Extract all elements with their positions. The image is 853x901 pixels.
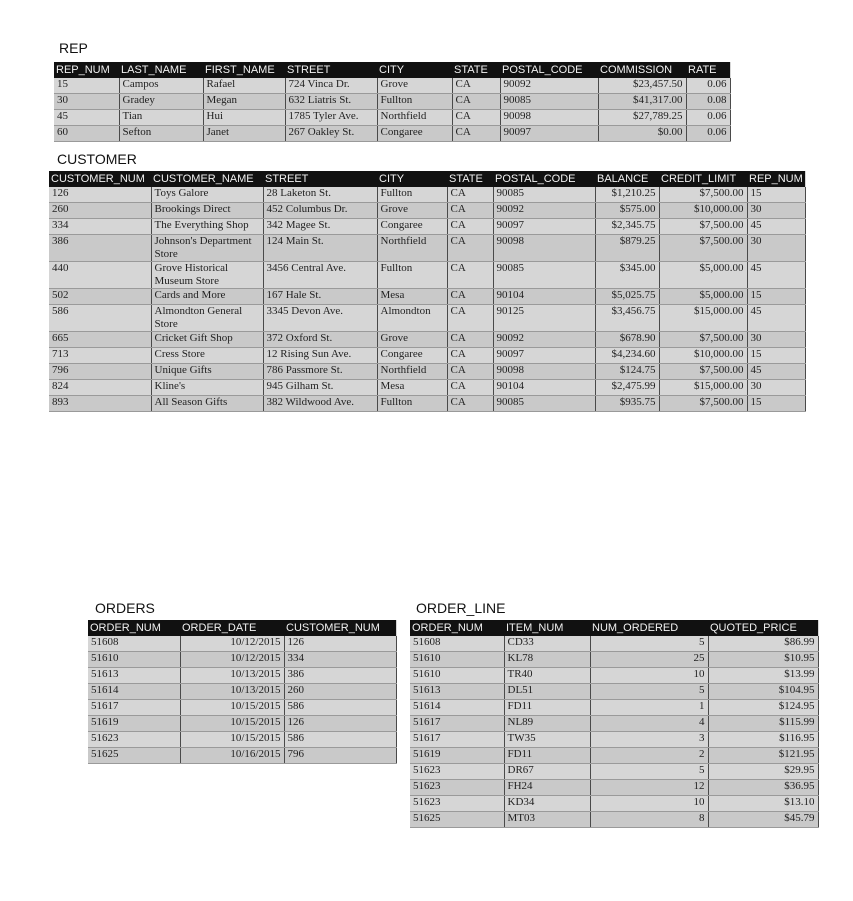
- cell-num-ordered: 25: [590, 652, 708, 668]
- cell-num-ordered: 5: [590, 684, 708, 700]
- cell-postal-code: 90092: [500, 78, 598, 94]
- cell-customer-name: Cress Store: [151, 348, 263, 364]
- cell-order-date: 10/12/2015: [180, 652, 284, 668]
- cell-city: Congaree: [377, 219, 447, 235]
- cell-customer-num: 586: [284, 732, 396, 748]
- cell-first-name: Rafael: [203, 78, 285, 94]
- cell-rep-num: 15: [54, 78, 119, 94]
- cell-balance: $678.90: [595, 332, 659, 348]
- cell-commission: $41,317.00: [598, 94, 686, 110]
- cell-customer-name: Toys Galore: [151, 187, 263, 203]
- cell-order-num: 51623: [410, 764, 504, 780]
- cell-commission: $27,789.25: [598, 110, 686, 126]
- cell-num-ordered: 5: [590, 764, 708, 780]
- cell-rep-num: 30: [747, 235, 805, 262]
- table-row: [49, 235, 805, 262]
- cell-commission: $23,457.50: [598, 78, 686, 94]
- cell-credit-limit: $7,500.00: [659, 364, 747, 380]
- cell-item-num: TW35: [504, 732, 590, 748]
- header-row: [88, 620, 396, 636]
- table-row: [88, 716, 396, 732]
- cell-order-date: 10/15/2015: [180, 716, 284, 732]
- cell-street: 632 Liatris St.: [285, 94, 377, 110]
- cell-rep-num: 30: [747, 380, 805, 396]
- cell-city: Fullton: [377, 187, 447, 203]
- cell-city: Congaree: [377, 126, 452, 142]
- table-row: [410, 652, 818, 668]
- cell-rep-num: 45: [747, 364, 805, 380]
- cell-street: 167 Hale St.: [263, 289, 377, 305]
- cell-state: CA: [447, 219, 493, 235]
- cell-street: 124 Main St.: [263, 235, 377, 262]
- column-header-order-num: ORDER_NUM: [88, 620, 180, 636]
- cell-customer-name: The Everything Shop: [151, 219, 263, 235]
- cell-balance: $345.00: [595, 262, 659, 289]
- cell-customer-num: 713: [49, 348, 151, 364]
- table-row: [410, 764, 818, 780]
- cell-credit-limit: $15,000.00: [659, 380, 747, 396]
- cell-balance: $879.25: [595, 235, 659, 262]
- cell-num-ordered: 10: [590, 796, 708, 812]
- table-row: [410, 684, 818, 700]
- cell-order-num: 51625: [88, 748, 180, 764]
- column-header-customer-name: CUSTOMER_NAME: [151, 171, 263, 187]
- cell-customer-num: 334: [284, 652, 396, 668]
- cell-state: CA: [452, 126, 500, 142]
- cell-item-num: MT03: [504, 812, 590, 828]
- cell-order-num: 51608: [88, 636, 180, 652]
- cell-balance: $5,025.75: [595, 289, 659, 305]
- table-row: [88, 668, 396, 684]
- header-row: [410, 620, 818, 636]
- table-row: [410, 700, 818, 716]
- cell-postal-code: 90092: [493, 203, 595, 219]
- cell-state: CA: [452, 78, 500, 94]
- table-row: [49, 348, 805, 364]
- column-header-street: STREET: [285, 62, 377, 78]
- column-header-rep-num: REP_NUM: [54, 62, 119, 78]
- cell-num-ordered: 8: [590, 812, 708, 828]
- cell-rep-num: 15: [747, 348, 805, 364]
- cell-rate: 0.06: [686, 126, 730, 142]
- cell-city: Fullton: [377, 94, 452, 110]
- cell-customer-num: 665: [49, 332, 151, 348]
- cell-rep-num: 15: [747, 289, 805, 305]
- cell-state: CA: [447, 187, 493, 203]
- cell-street: 12 Rising Sun Ave.: [263, 348, 377, 364]
- cell-last-name: Tian: [119, 110, 203, 126]
- cell-customer-num: 386: [49, 235, 151, 262]
- table-row: [88, 636, 396, 652]
- cell-order-date: 10/16/2015: [180, 748, 284, 764]
- table-row: [410, 748, 818, 764]
- cell-balance: $3,456.75: [595, 305, 659, 332]
- cell-order-num: 51623: [410, 780, 504, 796]
- cell-customer-num: 824: [49, 380, 151, 396]
- cell-balance: $124.75: [595, 364, 659, 380]
- cell-quoted-price: $29.95: [708, 764, 818, 780]
- cell-rep-num: 45: [747, 305, 805, 332]
- cell-customer-num: 502: [49, 289, 151, 305]
- cell-order-num: 51625: [410, 812, 504, 828]
- cell-order-num: 51613: [88, 668, 180, 684]
- cell-order-num: 51610: [88, 652, 180, 668]
- cell-quoted-price: $124.95: [708, 700, 818, 716]
- cell-order-num: 51610: [410, 668, 504, 684]
- cell-state: CA: [447, 380, 493, 396]
- column-header-item-num: ITEM_NUM: [504, 620, 590, 636]
- cell-street: 3345 Devon Ave.: [263, 305, 377, 332]
- table-row: [88, 684, 396, 700]
- cell-postal-code: 90085: [493, 262, 595, 289]
- cell-quoted-price: $86.99: [708, 636, 818, 652]
- table-row: [54, 126, 730, 142]
- cell-rep-num: 60: [54, 126, 119, 142]
- cell-city: Northfield: [377, 110, 452, 126]
- cell-credit-limit: $10,000.00: [659, 348, 747, 364]
- cell-customer-name: Johnson's Department Store: [151, 235, 263, 262]
- cell-street: 786 Passmore St.: [263, 364, 377, 380]
- cell-customer-num: 386: [284, 668, 396, 684]
- table-row: [49, 262, 805, 289]
- cell-balance: $2,475.99: [595, 380, 659, 396]
- cell-postal-code: 90098: [493, 364, 595, 380]
- column-header-credit-limit: CREDIT_LIMIT: [659, 171, 747, 187]
- cell-customer-name: Grove Historical Museum Store: [151, 262, 263, 289]
- cell-balance: $4,234.60: [595, 348, 659, 364]
- cell-street: 267 Oakley St.: [285, 126, 377, 142]
- cell-num-ordered: 5: [590, 636, 708, 652]
- cell-first-name: Megan: [203, 94, 285, 110]
- cell-quoted-price: $104.95: [708, 684, 818, 700]
- cell-postal-code: 90085: [493, 396, 595, 412]
- cell-customer-name: Kline's: [151, 380, 263, 396]
- cell-order-date: 10/15/2015: [180, 732, 284, 748]
- table-row: [410, 668, 818, 684]
- cell-credit-limit: $10,000.00: [659, 203, 747, 219]
- cell-item-num: DL51: [504, 684, 590, 700]
- cell-balance: $575.00: [595, 203, 659, 219]
- cell-city: Fullton: [377, 262, 447, 289]
- cell-rep-num: 30: [747, 203, 805, 219]
- cell-quoted-price: $13.99: [708, 668, 818, 684]
- column-header-customer-num: CUSTOMER_NUM: [284, 620, 396, 636]
- cell-street: 3456 Central Ave.: [263, 262, 377, 289]
- cell-order-num: 51617: [88, 700, 180, 716]
- cell-rep-num: 45: [747, 262, 805, 289]
- cell-order-date: 10/13/2015: [180, 684, 284, 700]
- column-header-num-ordered: NUM_ORDERED: [590, 620, 708, 636]
- column-header-first-name: FIRST_NAME: [203, 62, 285, 78]
- cell-item-num: KD34: [504, 796, 590, 812]
- cell-customer-num: 586: [49, 305, 151, 332]
- cell-postal-code: 90125: [493, 305, 595, 332]
- orders-table-title: ORDERS: [95, 600, 155, 616]
- cell-city: Northfield: [377, 364, 447, 380]
- column-header-rate: RATE: [686, 62, 730, 78]
- cell-customer-num: 796: [49, 364, 151, 380]
- cell-street: 342 Magee St.: [263, 219, 377, 235]
- cell-num-ordered: 12: [590, 780, 708, 796]
- order-line-table-title: ORDER_LINE: [416, 600, 506, 616]
- cell-order-num: 51619: [410, 748, 504, 764]
- column-header-street: STREET: [263, 171, 377, 187]
- cell-postal-code: 90098: [493, 235, 595, 262]
- cell-state: CA: [447, 364, 493, 380]
- cell-credit-limit: $7,500.00: [659, 396, 747, 412]
- cell-postal-code: 90085: [500, 94, 598, 110]
- cell-quoted-price: $115.99: [708, 716, 818, 732]
- cell-num-ordered: 3: [590, 732, 708, 748]
- cell-order-num: 51608: [410, 636, 504, 652]
- table-row: [54, 94, 730, 110]
- cell-credit-limit: $5,000.00: [659, 262, 747, 289]
- cell-state: CA: [447, 396, 493, 412]
- cell-customer-num: 586: [284, 700, 396, 716]
- cell-city: Congaree: [377, 348, 447, 364]
- cell-order-num: 51617: [410, 716, 504, 732]
- cell-rate: 0.06: [686, 110, 730, 126]
- cell-order-num: 51619: [88, 716, 180, 732]
- cell-city: Grove: [377, 332, 447, 348]
- cell-rep-num: 45: [54, 110, 119, 126]
- cell-item-num: FH24: [504, 780, 590, 796]
- column-header-customer-num: CUSTOMER_NUM: [49, 171, 151, 187]
- cell-street: 382 Wildwood Ave.: [263, 396, 377, 412]
- column-header-postal-code: POSTAL_CODE: [493, 171, 595, 187]
- cell-state: CA: [447, 235, 493, 262]
- cell-customer-name: Brookings Direct: [151, 203, 263, 219]
- cell-item-num: CD33: [504, 636, 590, 652]
- column-header-city: CITY: [377, 171, 447, 187]
- cell-item-num: TR40: [504, 668, 590, 684]
- table-row: [410, 732, 818, 748]
- cell-item-num: KL78: [504, 652, 590, 668]
- cell-customer-num: 126: [284, 636, 396, 652]
- cell-order-date: 10/13/2015: [180, 668, 284, 684]
- cell-balance: $2,345.75: [595, 219, 659, 235]
- column-header-postal-code: POSTAL_CODE: [500, 62, 598, 78]
- cell-state: CA: [447, 262, 493, 289]
- cell-city: Almondton: [377, 305, 447, 332]
- cell-order-num: 51614: [410, 700, 504, 716]
- cell-postal-code: 90097: [493, 348, 595, 364]
- column-header-state: STATE: [452, 62, 500, 78]
- cell-state: CA: [447, 203, 493, 219]
- table-row: [49, 203, 805, 219]
- table-row: [88, 732, 396, 748]
- cell-postal-code: 90098: [500, 110, 598, 126]
- cell-postal-code: 90085: [493, 187, 595, 203]
- orders-table: [88, 620, 397, 764]
- cell-item-num: FD11: [504, 700, 590, 716]
- table-row: [410, 796, 818, 812]
- table-row: [54, 110, 730, 126]
- cell-rep-num: 15: [747, 187, 805, 203]
- cell-order-num: 51617: [410, 732, 504, 748]
- column-header-order-num: ORDER_NUM: [410, 620, 504, 636]
- cell-last-name: Gradey: [119, 94, 203, 110]
- cell-postal-code: 90104: [493, 289, 595, 305]
- table-row: [54, 78, 730, 94]
- cell-rep-num: 30: [747, 332, 805, 348]
- table-row: [88, 652, 396, 668]
- cell-rep-num: 15: [747, 396, 805, 412]
- table-row: [49, 364, 805, 380]
- cell-rate: 0.08: [686, 94, 730, 110]
- cell-customer-name: All Season Gifts: [151, 396, 263, 412]
- table-row: [49, 305, 805, 332]
- cell-quoted-price: $121.95: [708, 748, 818, 764]
- table-row: [49, 396, 805, 412]
- column-header-last-name: LAST_NAME: [119, 62, 203, 78]
- cell-credit-limit: $7,500.00: [659, 187, 747, 203]
- cell-street: 28 Laketon St.: [263, 187, 377, 203]
- column-header-state: STATE: [447, 171, 493, 187]
- cell-item-num: NL89: [504, 716, 590, 732]
- table-row: [49, 380, 805, 396]
- cell-postal-code: 90104: [493, 380, 595, 396]
- cell-street: 372 Oxford St.: [263, 332, 377, 348]
- order-line-table: [410, 620, 819, 828]
- cell-customer-num: 796: [284, 748, 396, 764]
- table-row: [410, 716, 818, 732]
- column-header-quoted-price: QUOTED_PRICE: [708, 620, 818, 636]
- cell-quoted-price: $10.95: [708, 652, 818, 668]
- cell-state: CA: [452, 110, 500, 126]
- cell-item-num: FD11: [504, 748, 590, 764]
- cell-num-ordered: 2: [590, 748, 708, 764]
- cell-city: Grove: [377, 78, 452, 94]
- cell-quoted-price: $36.95: [708, 780, 818, 796]
- table-row: [410, 812, 818, 828]
- cell-customer-num: 260: [284, 684, 396, 700]
- cell-city: Fullton: [377, 396, 447, 412]
- cell-customer-num: 334: [49, 219, 151, 235]
- cell-city: Northfield: [377, 235, 447, 262]
- cell-rep-num: 45: [747, 219, 805, 235]
- cell-commission: $0.00: [598, 126, 686, 142]
- cell-customer-name: Cards and More: [151, 289, 263, 305]
- cell-rep-num: 30: [54, 94, 119, 110]
- cell-order-date: 10/15/2015: [180, 700, 284, 716]
- cell-first-name: Hui: [203, 110, 285, 126]
- table-row: [49, 332, 805, 348]
- cell-item-num: DR67: [504, 764, 590, 780]
- cell-state: CA: [447, 289, 493, 305]
- cell-city: Mesa: [377, 380, 447, 396]
- cell-quoted-price: $116.95: [708, 732, 818, 748]
- cell-state: CA: [452, 94, 500, 110]
- cell-postal-code: 90097: [500, 126, 598, 142]
- cell-order-num: 51613: [410, 684, 504, 700]
- cell-num-ordered: 10: [590, 668, 708, 684]
- table-row: [410, 780, 818, 796]
- cell-credit-limit: $15,000.00: [659, 305, 747, 332]
- cell-state: CA: [447, 305, 493, 332]
- cell-customer-name: Unique Gifts: [151, 364, 263, 380]
- table-row: [49, 219, 805, 235]
- rep-table-title: REP: [59, 40, 88, 56]
- rep-table: [54, 62, 731, 142]
- header-row: [54, 62, 730, 78]
- table-row: [88, 700, 396, 716]
- cell-street: 945 Gilham St.: [263, 380, 377, 396]
- cell-customer-name: Cricket Gift Shop: [151, 332, 263, 348]
- cell-street: 452 Columbus Dr.: [263, 203, 377, 219]
- column-header-balance: BALANCE: [595, 171, 659, 187]
- cell-quoted-price: $45.79: [708, 812, 818, 828]
- cell-quoted-price: $13.10: [708, 796, 818, 812]
- cell-postal-code: 90092: [493, 332, 595, 348]
- cell-last-name: Sefton: [119, 126, 203, 142]
- cell-order-date: 10/12/2015: [180, 636, 284, 652]
- column-header-rep-num: REP_NUM: [747, 171, 805, 187]
- cell-customer-name: Almondton General Store: [151, 305, 263, 332]
- header-row: [49, 171, 805, 187]
- cell-postal-code: 90097: [493, 219, 595, 235]
- cell-city: Grove: [377, 203, 447, 219]
- cell-credit-limit: $7,500.00: [659, 332, 747, 348]
- column-header-city: CITY: [377, 62, 452, 78]
- cell-customer-num: 440: [49, 262, 151, 289]
- cell-credit-limit: $7,500.00: [659, 235, 747, 262]
- cell-balance: $935.75: [595, 396, 659, 412]
- cell-street: 1785 Tyler Ave.: [285, 110, 377, 126]
- customer-table: [49, 171, 806, 412]
- cell-customer-num: 260: [49, 203, 151, 219]
- cell-customer-num: 893: [49, 396, 151, 412]
- cell-state: CA: [447, 332, 493, 348]
- cell-credit-limit: $7,500.00: [659, 219, 747, 235]
- cell-street: 724 Vinca Dr.: [285, 78, 377, 94]
- cell-num-ordered: 4: [590, 716, 708, 732]
- cell-first-name: Janet: [203, 126, 285, 142]
- cell-city: Mesa: [377, 289, 447, 305]
- cell-order-num: 51623: [410, 796, 504, 812]
- cell-order-num: 51614: [88, 684, 180, 700]
- customer-table-title: CUSTOMER: [57, 151, 137, 167]
- table-row: [49, 187, 805, 203]
- cell-rate: 0.06: [686, 78, 730, 94]
- cell-customer-num: 126: [284, 716, 396, 732]
- table-row: [410, 636, 818, 652]
- table-row: [49, 289, 805, 305]
- table-row: [88, 748, 396, 764]
- column-header-order-date: ORDER_DATE: [180, 620, 284, 636]
- cell-order-num: 51623: [88, 732, 180, 748]
- cell-credit-limit: $5,000.00: [659, 289, 747, 305]
- cell-num-ordered: 1: [590, 700, 708, 716]
- cell-last-name: Campos: [119, 78, 203, 94]
- cell-customer-num: 126: [49, 187, 151, 203]
- cell-order-num: 51610: [410, 652, 504, 668]
- column-header-commission: COMMISSION: [598, 62, 686, 78]
- cell-balance: $1,210.25: [595, 187, 659, 203]
- cell-state: CA: [447, 348, 493, 364]
